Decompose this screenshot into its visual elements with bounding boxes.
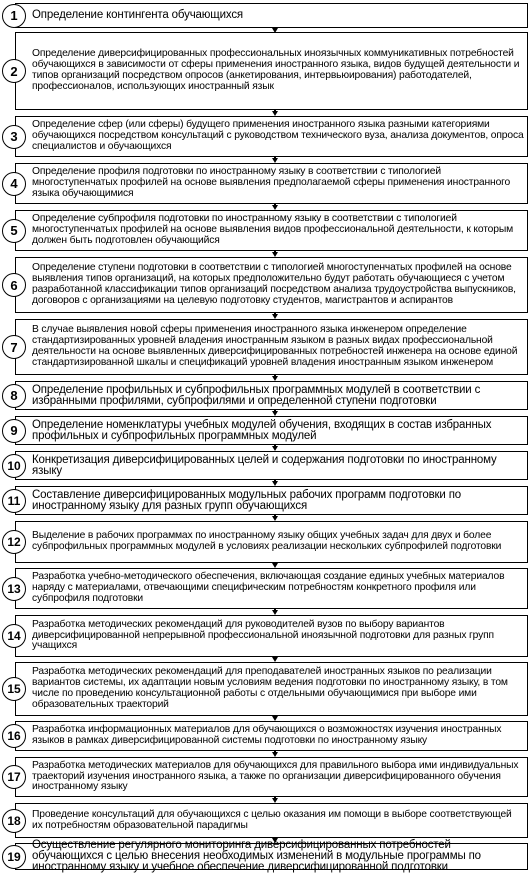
step-4: [0, 163, 532, 204]
step-text: Выделение в рабочих программах по иностранному языку общих учебных задач для двух и более субпрофильных программных модулей в условиях реализации нескольких субпрофилей подготовки: [32, 530, 502, 552]
step-2: [0, 32, 532, 110]
step-text: Конкретизация диверсифицированных целей и содержания подготовки по иностранному языку: [32, 453, 497, 477]
step-number-circle: 13: [2, 577, 26, 601]
step-number-circle: 17: [2, 765, 26, 789]
step-1: [0, 3, 532, 28]
step-number-circle: 4: [2, 172, 26, 196]
step-6: [0, 257, 532, 313]
step-number-circle: 7: [2, 335, 26, 359]
step-8: [0, 381, 532, 410]
step-number-circle: 18: [2, 809, 26, 833]
step-number-circle: 12: [2, 530, 26, 554]
step-text: Составление диверсифицированных модульных рабочих программ подготовки по иностранному языку для разных групп обучающихся: [32, 488, 462, 512]
step-number-circle: 5: [2, 219, 26, 243]
step-text: Определение диверсифицированных профессиональных иноязычных коммуникативных потребностей обучающихся в зависимости от сферы применения иностранного языка, видов будущей деятельности и типов организаций посредством опросов (анкетирования, интервьюирования) работодателей, профессионалов, использующих иностранный язык: [32, 48, 520, 92]
step-11: [0, 486, 532, 515]
step-text: Определение номенклатуры учебных модулей обучения, входящих в состав избранных профильных и субпрофильных программных модулей: [32, 418, 492, 442]
step-text: Определение профильных и субпрофильных программных модулей в соответствии с избранными профилями, субпрофилями и определенной ступени подготовки: [32, 383, 481, 407]
step-13: [0, 568, 532, 609]
step-7: [0, 319, 532, 375]
step-text: Разработка методических материалов для обучающихся для правильного выбора ими индивидуальных траекторий изучения иностранного языка, а также по организации диверсифицированного обучения иностранному языку: [32, 759, 519, 793]
step-number-circle: 14: [2, 624, 26, 648]
step-text: Разработка методических рекомендаций для руководителей вузов по выбору вариантов диверсифицированной непрерывной профессиональной иноязычной подготовки для разных групп учащихся: [32, 618, 494, 652]
step-10: [0, 451, 532, 480]
step-text: Осуществление регулярного мониторинга диверсифицированных потребностей обучающихся с целью внесения необходимых изменений в модульные программы по иностранному языку и учебное обеспечение диверсифицированной подготовки: [32, 839, 481, 873]
step-text: Разработка учебно-методического обеспечения, включающая создание единых учебных материалов наряду с материалами, отвечающими специфическим потребностям конкретного профиля или субпрофиля подготовки: [32, 571, 505, 604]
step-text: Разработка методических рекомендаций для преподавателей иностранных языков по реализации вариантов системы, их адаптации новым условиям ведения подготовки по иностранному языку, в том числе по проведению консультационной работы с отдельными обучающимися при выборе ими образовательных траекторий: [32, 666, 508, 710]
step-text: В случае выявления новой сферы применения иностранного языка инженером определение стандартизированных уровней владения иностранным языком в разных видах профессиональной деятельности на основе выявленных диверсифицированных потребностей инженера на основе единой стандартизированной шкалы и спецификаций уровней владения иностранным языком инженером: [32, 324, 518, 368]
step-text: Определение ступени подготовки в соответствии с типологией многоступенчатых профилей на основе выявления типов организаций, на которых предположительно будут работать обучающиеся с учетом разработанной классификации типов организаций посредством анализа трудоустройства выпускников, договоров с организациями на целевую подготовку студентов, магистрантов и аспирантов: [32, 262, 516, 306]
step-text: Определение субпрофиля подготовки по иностранному языку в соответствии с типологией многоступенчатых профилей на основе выявления видов профессиональной деятельности, к которым должен быть подготовлен обучающийся: [32, 213, 513, 246]
step-number-circle: 15: [2, 677, 26, 701]
step-text: Разработка информационных материалов для обучающихся о возможностях изучения иностранных языков в рамках диверсифицированной системы подготовки по иностранному языку: [32, 724, 502, 746]
step-number-circle: 11: [2, 489, 26, 513]
step-14: [0, 615, 532, 657]
step-16: [0, 721, 532, 751]
step-12: [0, 521, 532, 563]
step-19: [0, 839, 532, 873]
step-text: Проведение консультаций для обучающихся с целью оказания им помощи в выборе соответствующей их потребностям образовательной парадигмы: [32, 808, 512, 831]
step-text: Определение контингента обучающихся: [32, 9, 243, 22]
step-text: Определение сфер (или сферы) будущего применения иностранного языка разными категориями обучающихся посредством консультаций с руководством технического вуза, анализа документов, опроса специалистов и обучающихся: [32, 119, 524, 152]
step-number-circle: 9: [2, 419, 26, 443]
step-text: Определение профиля подготовки по иностранному языку в соответствии с типологией многоступенчатых профилей на основе выявления предполагаемой сферы применения иностранного языка обучающимися: [32, 166, 511, 199]
step-5: [0, 210, 532, 251]
step-number-circle: 6: [2, 273, 26, 297]
step-number-circle: 19: [2, 845, 26, 869]
step-17: [0, 757, 532, 797]
step-15: [0, 662, 532, 716]
step-3: [0, 116, 532, 157]
step-number-circle: 2: [2, 59, 26, 83]
step-number-circle: 1: [2, 4, 26, 28]
step-number-circle: 16: [2, 724, 26, 748]
step-18: [0, 803, 532, 838]
step-9: [0, 416, 532, 445]
step-number-circle: 10: [2, 454, 26, 478]
step-number-circle: 3: [2, 125, 26, 149]
step-number-circle: 8: [2, 384, 26, 408]
